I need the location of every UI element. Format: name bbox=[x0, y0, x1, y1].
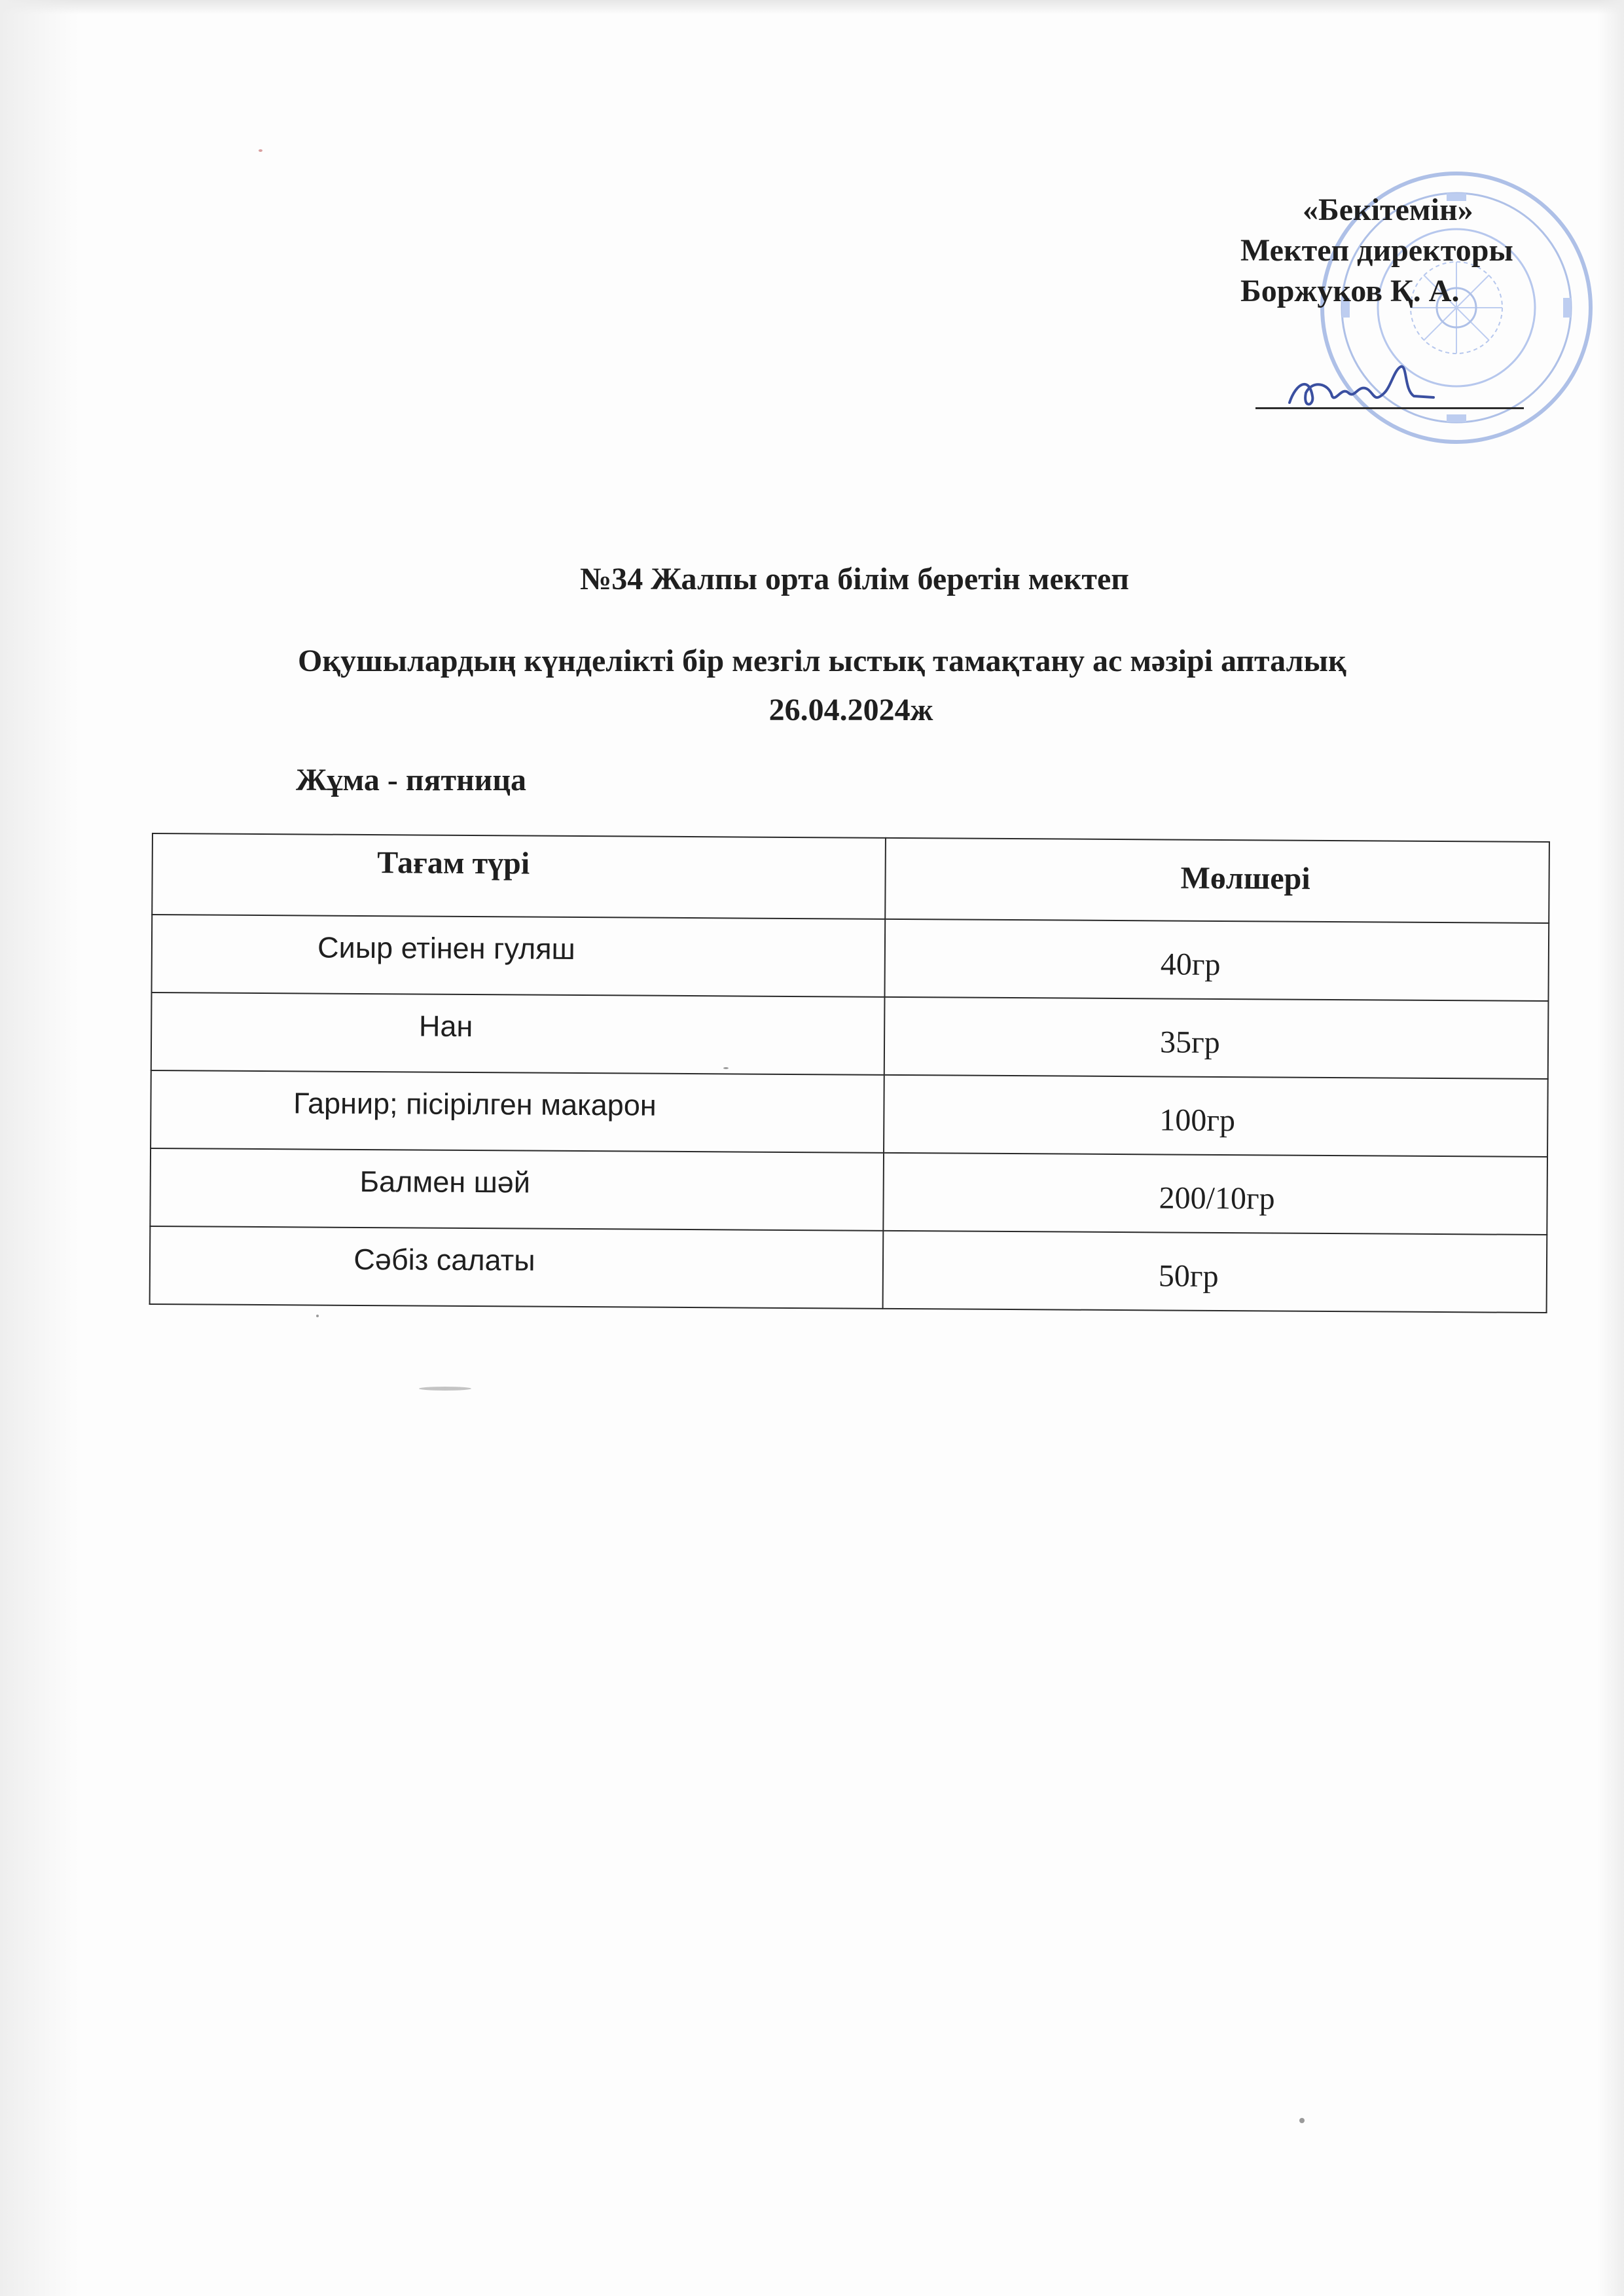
approval-block bbox=[1240, 190, 1607, 312]
column-header-amount: Мөлшері bbox=[885, 838, 1549, 923]
day-label: Жұма - пятница bbox=[296, 763, 526, 797]
scan-speck bbox=[259, 149, 262, 152]
amount-cell: 50гр bbox=[883, 1231, 1547, 1313]
approval-title: «Бекітемін» bbox=[1303, 192, 1473, 227]
school-name: №34 Жалпы орта білім беретін мектеп bbox=[580, 562, 1129, 596]
scan-edge-left bbox=[0, 0, 79, 2296]
table-row bbox=[151, 1070, 1548, 1157]
amount-cell: 100гр bbox=[884, 1075, 1548, 1157]
column-header-dish: Тағам түрі bbox=[152, 833, 886, 919]
menu-title: Оқушылардың күнделікті бір мезгіл ыстық тамақтану ас мәзірі апталық bbox=[298, 644, 1346, 678]
menu-table bbox=[149, 833, 1550, 1313]
dish-cell: Гарнир; пісірілген макарон bbox=[151, 1070, 884, 1153]
scan-speck bbox=[316, 1315, 319, 1317]
table-row bbox=[151, 993, 1549, 1079]
table-row bbox=[150, 1226, 1547, 1313]
scan-edge-right bbox=[1598, 0, 1624, 2296]
scan-edge-top bbox=[0, 0, 1624, 14]
table-row bbox=[150, 1148, 1547, 1235]
table-header-row bbox=[152, 833, 1549, 923]
scan-speck bbox=[723, 1067, 729, 1069]
amount-cell: 200/10гр bbox=[883, 1153, 1547, 1235]
dish-cell: Сәбіз салаты bbox=[150, 1226, 884, 1309]
scan-speck bbox=[419, 1387, 471, 1391]
dish-cell: Балмен шәй bbox=[150, 1148, 884, 1231]
table-row bbox=[152, 915, 1549, 1001]
amount-cell: 40гр bbox=[884, 919, 1549, 1001]
menu-date: 26.04.2024ж bbox=[768, 693, 933, 727]
approval-name: Боржуков Қ. А. bbox=[1240, 274, 1460, 308]
amount-cell: 35гр bbox=[884, 997, 1549, 1079]
dish-cell: Сиыр етінен гуляш bbox=[152, 915, 886, 997]
scan-speck bbox=[1299, 2118, 1305, 2123]
approval-position: Мектеп директоры bbox=[1240, 233, 1513, 268]
signature-line bbox=[1255, 407, 1524, 409]
dish-cell: Нан bbox=[151, 993, 885, 1075]
